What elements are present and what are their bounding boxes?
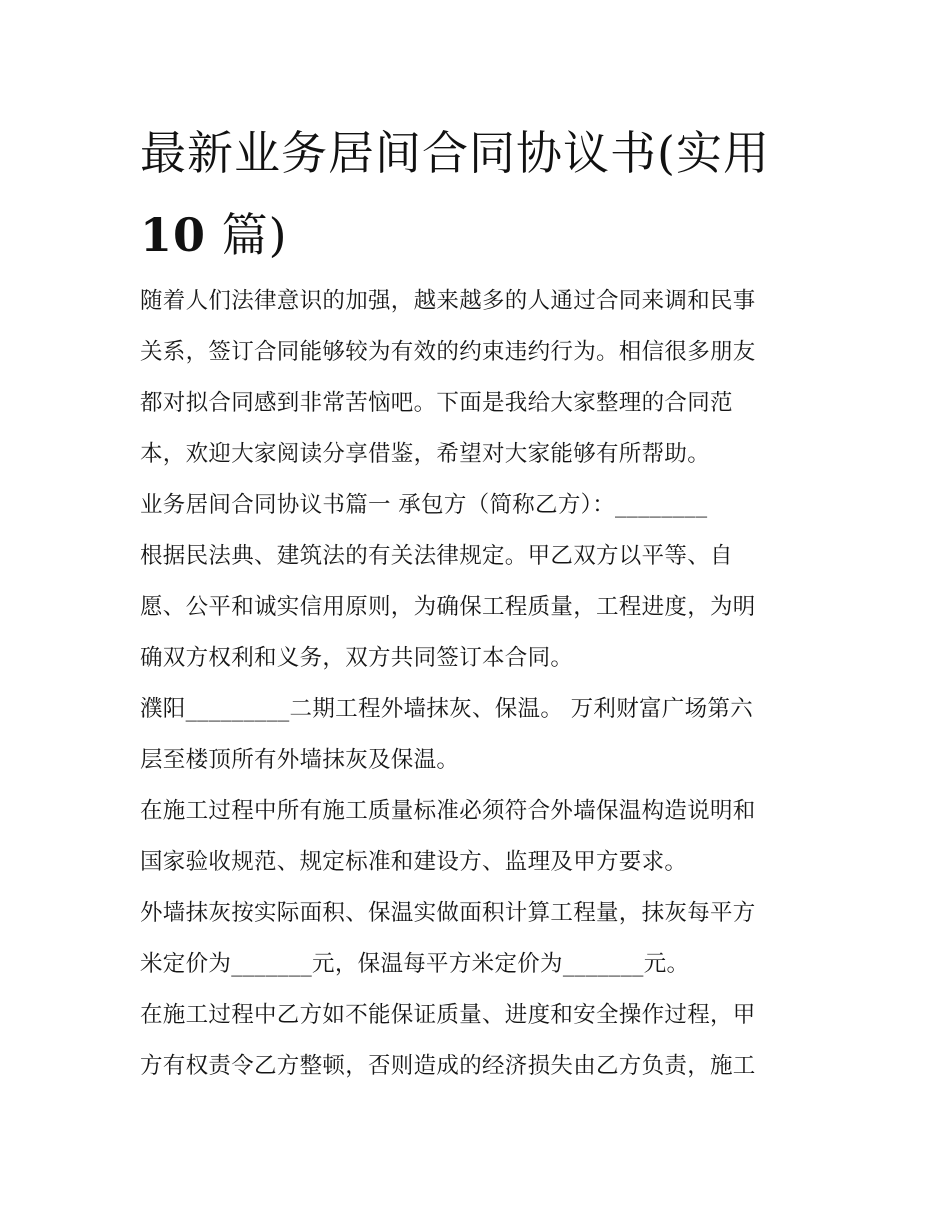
body-line: 本，欢迎大家阅读分享借鉴，希望对大家能够有所帮助。 [140,441,711,467]
document-title [140,112,820,276]
body-line: 愿、公平和诚实信用原则，为确保工程质量，工程进度，为明 [140,594,756,620]
title-number: 10 [140,208,207,262]
body-line: 关系，签订合同能够较为有效的约束违约行为。相信很多朋友 [140,339,756,365]
body-line: 国家验收规范、规定标准和建设方、监理及甲方要求。 [140,849,688,875]
body-line: 在施工过程中乙方如不能保证质量、进度和安全操作过程，甲 [140,1002,756,1028]
document-body [140,276,820,1092]
title-line-1: 最新业务居间合同协议书(实用 [140,126,770,180]
title-suffix: 篇) [206,208,288,262]
body-line: 确双方权利和义务，双方共同签订本合同。 [140,645,574,671]
body-line: 外墙抹灰按实际面积、保温实做面积计算工程量，抹灰每平方 [140,900,756,926]
body-line: 濮阳_________二期工程外墙抹灰、保温。 万利财富广场第六 [140,696,754,722]
body-line: 根据民法典、建筑法的有关法律规定。甲乙双方以平等、自 [140,543,733,569]
body-line: 在施工过程中所有施工质量标准必须符合外墙保温构造说明和 [140,798,756,824]
body-line: 方有权责令乙方整顿，否则造成的经济损失由乙方负责，施工 [140,1053,756,1079]
title-line-2 [140,194,820,276]
section-heading-line: 业务居间合同协议书篇一 承包方（简称乙方）：________ [140,492,708,518]
body-line: 层至楼顶所有外墙抹灰及保温。 [140,747,460,773]
body-line: 都对拟合同感到非常苦恼吧。下面是我给大家整理的合同范 [140,390,733,416]
body-line: 米定价为_______元，保温每平方米定价为_______元。 [140,951,690,977]
body-line: 随着人们法律意识的加强，越来越多的人通过合同来调和民事 [140,288,756,314]
